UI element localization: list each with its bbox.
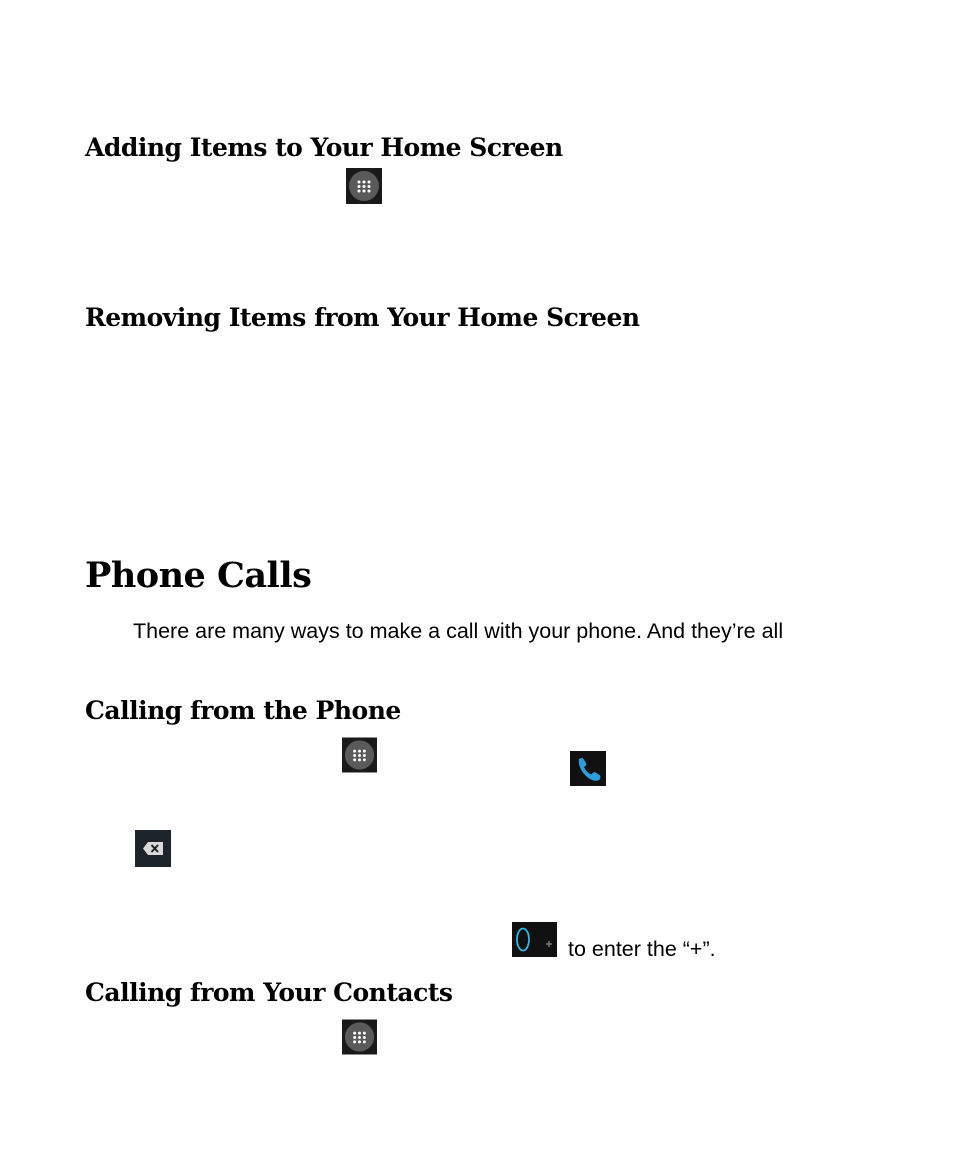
heading-removing-items: Removing Items from Your Home Screen [85,303,640,332]
heading-calling-from-phone: Calling from the Phone [85,696,401,725]
heading-adding-items: Adding Items to Your Home Screen [85,133,563,162]
heading-phone-calls: Phone Calls [85,555,312,596]
heading-calling-from-contacts: Calling from Your Contacts [85,978,453,1007]
backspace-key-icon [135,830,171,867]
app-launcher-icon [346,168,382,204]
phone-app-icon [570,751,606,786]
plus-instruction-text: to enter the “+”. [568,937,716,961]
app-launcher-icon [342,1019,377,1055]
phone-calls-intro: There are many ways to make a call with your phone. And they’re all [133,619,784,643]
zero-plus-key-icon [512,922,557,957]
app-launcher-icon [342,737,377,773]
